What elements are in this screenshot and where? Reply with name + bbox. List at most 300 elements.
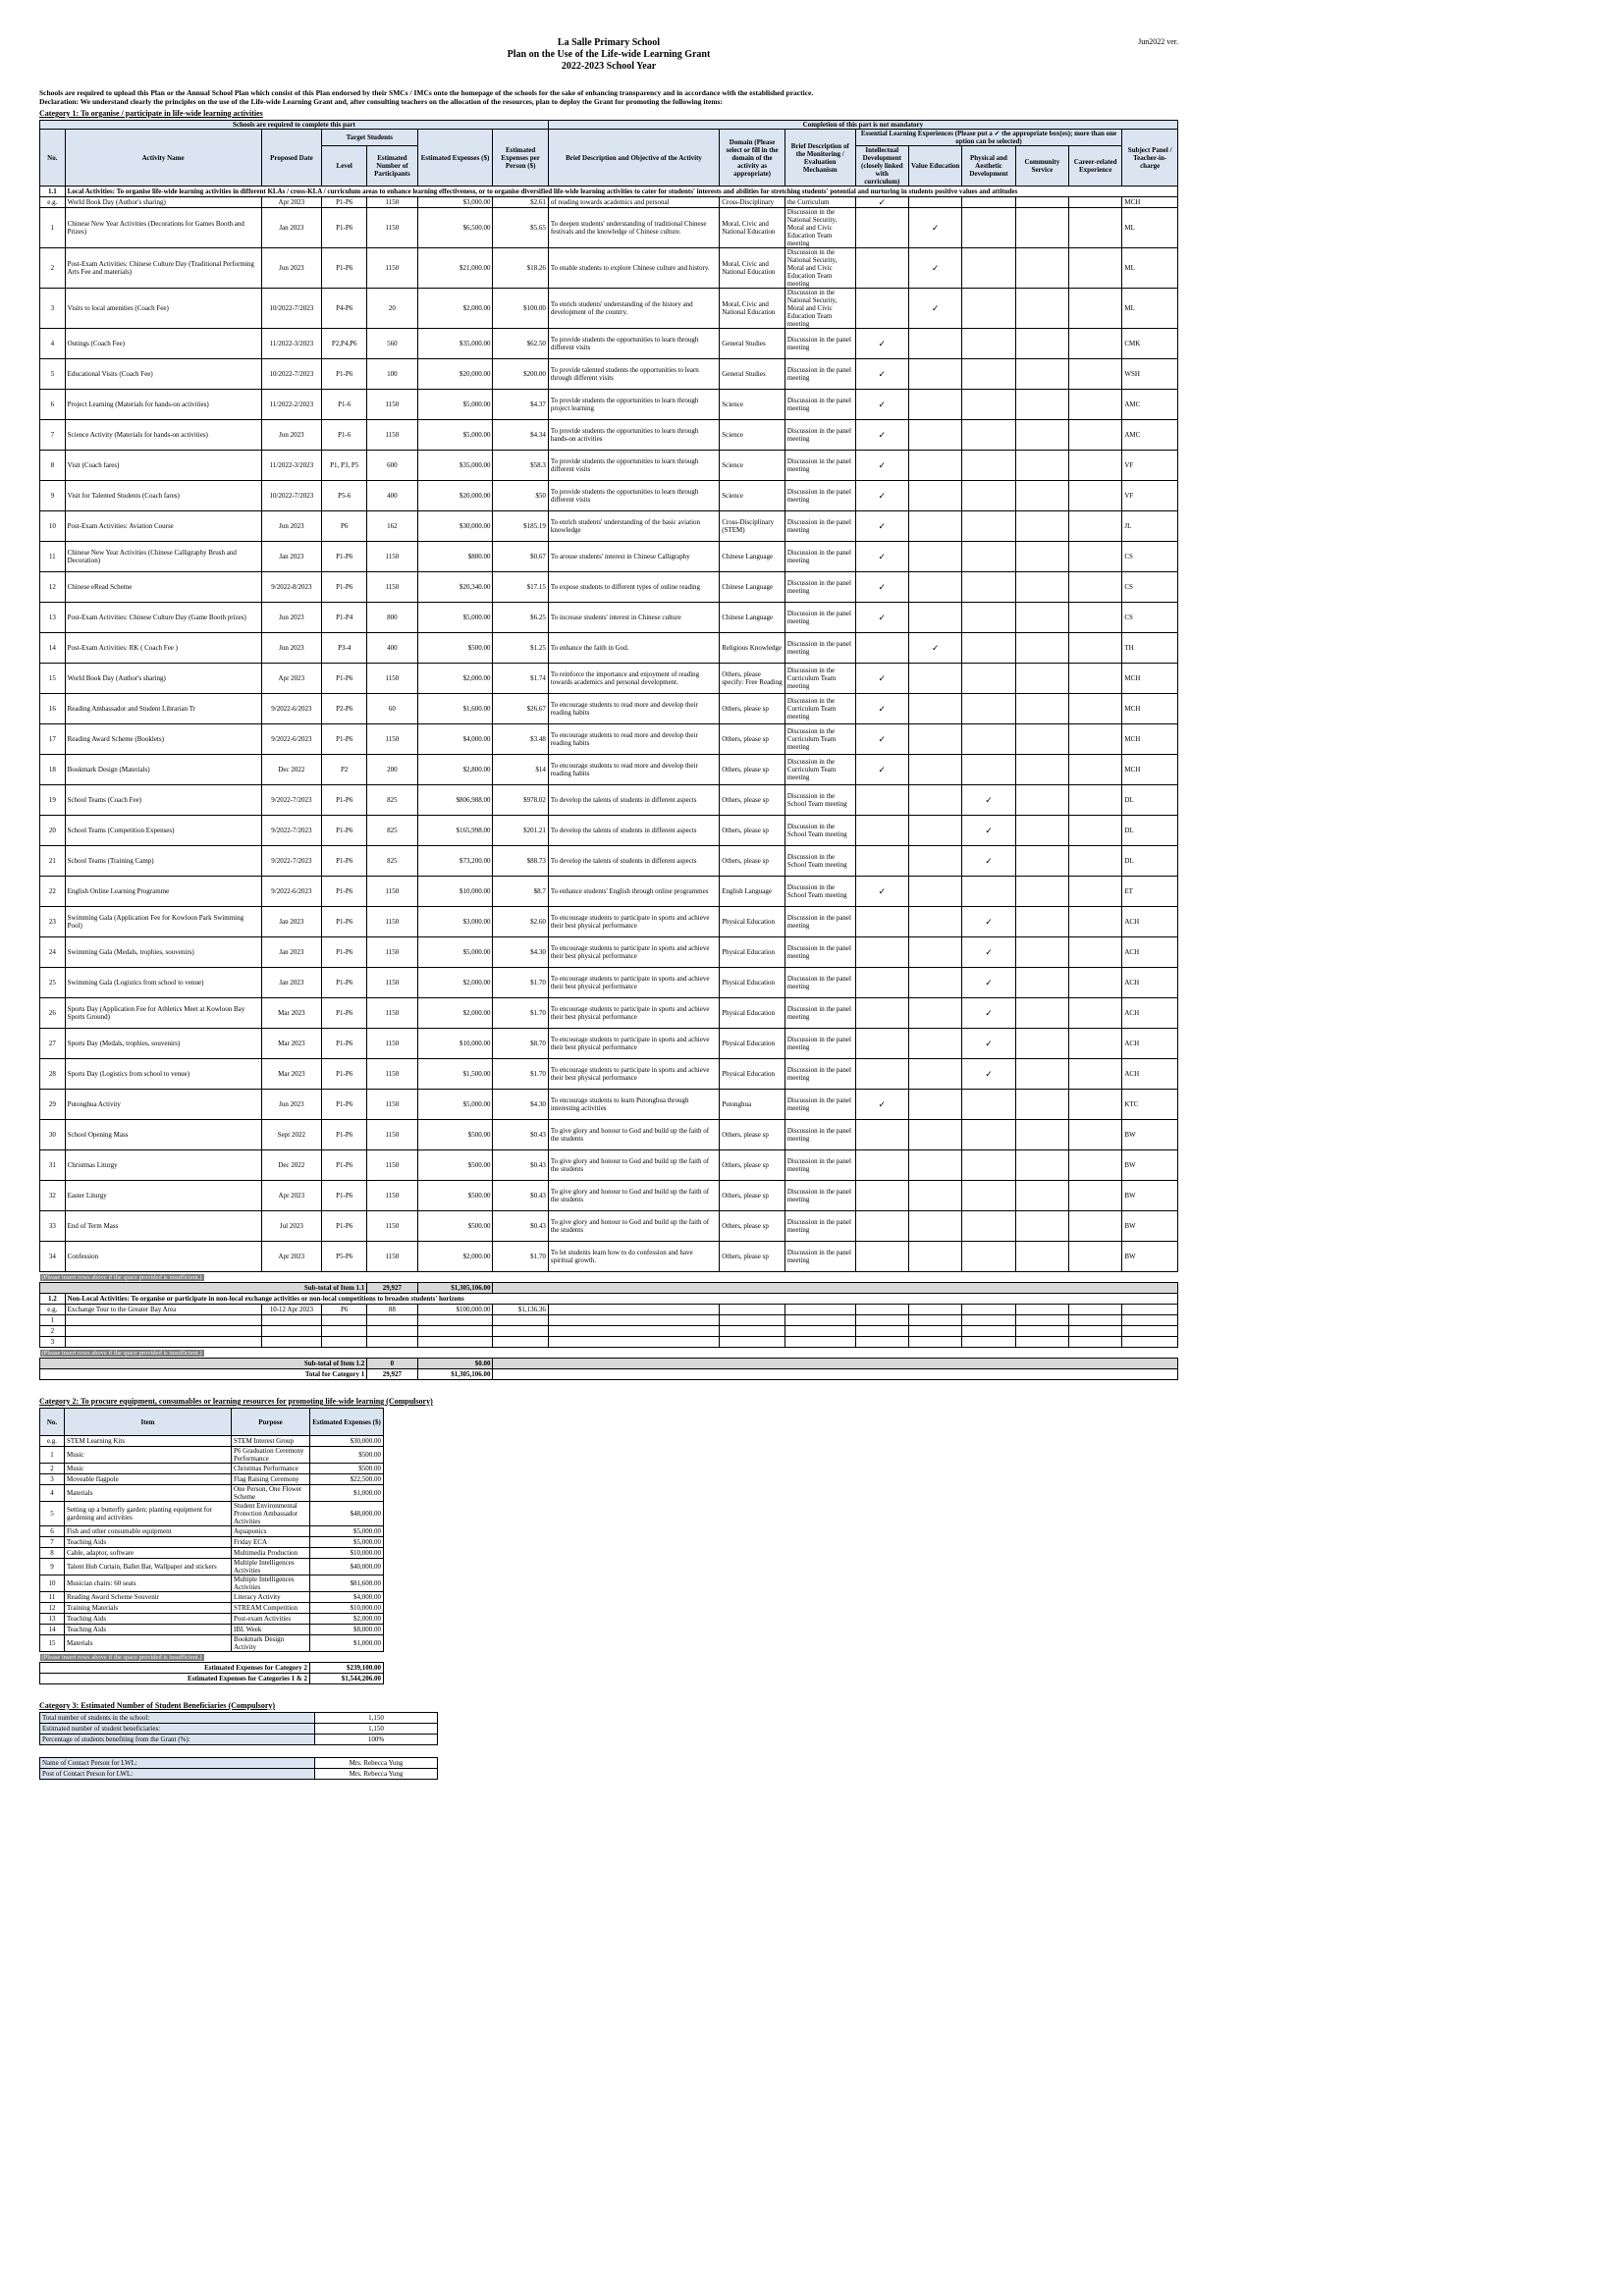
activity-name: School Teams (Competition Expenses) [65,816,261,846]
ele-check-cell [855,481,908,511]
subtotal-1-2-expenses: $0.00 [417,1359,493,1369]
eg12-num: 88 [367,1305,417,1315]
ele-check-cell [1069,755,1122,785]
document-page [39,37,1178,1780]
ele-check-cell [962,1029,1015,1059]
insert-rows-note: (Please insert rows above if the space provided is insufficient.) [41,1349,202,1357]
ele-check-cell [855,1150,908,1181]
total-cat-1-expenses: $1,305,106.00 [417,1369,493,1380]
expenses-per-person: $5.65 [493,208,548,248]
ele-check-cell [962,420,1015,451]
cat2-item: Teaching Aids [65,1537,232,1548]
ele-check-cell [1069,664,1122,694]
col-participants: Estimated Number of Participants [367,146,417,187]
ele-check-cell [1015,197,1068,208]
cat2-purpose: STEM Interest Group [232,1436,310,1447]
check-mark-icon: ✓ [878,552,887,561]
cat2-item: Talent Hub Curtain, Ballet Bar, Wallpaper and stickers [65,1559,232,1575]
participants: 162 [367,511,417,542]
table-row [40,248,1178,289]
table-row [40,1625,384,1635]
estimated-expenses: $2,000.00 [417,968,493,998]
ele-check-cell [962,998,1015,1029]
subject-panel: JL [1122,511,1178,542]
subject-panel: VF [1122,451,1178,481]
field-label: Total number of students in the school: [40,1713,315,1724]
subject-panel: VF [1122,481,1178,511]
ele-check-cell [1015,816,1068,846]
ele-check-cell [855,1242,908,1272]
activity-name: Visit for Talented Students (Coach fares) [65,481,261,511]
monitoring: Discussion in the panel meeting [784,907,855,937]
total-cat-1-participants: 29,927 [367,1369,417,1380]
cat2-no: 7 [40,1537,65,1548]
ele-check-cell [908,329,961,359]
expenses-per-person: $0.43 [493,1181,548,1211]
table-row [40,755,1178,785]
ele-check-cell [855,542,908,572]
subject-panel: ML [1122,248,1178,289]
category-3-title: Category 3: Estimated Number of Student Beneficiaries (Compulsory) [39,1701,276,1710]
row-no: 13 [40,603,66,633]
estimated-expenses: $2,000.00 [417,1242,493,1272]
domain: Others, please sp [720,816,785,846]
ele-check-cell [908,1181,961,1211]
ele-check-cell [855,694,908,724]
expenses-per-person: $4.30 [493,1090,548,1120]
table-row [40,1537,384,1548]
cat2-no: 9 [40,1559,65,1575]
ele-check-cell [1069,937,1122,968]
domain: Chinese Language [720,542,785,572]
description: To provide students the opportunities to learn through different visits [548,481,719,511]
table-row [40,390,1178,420]
ele-check-cell [1015,846,1068,877]
proposed-date: 10/2022-7/2023 [261,359,322,390]
domain: Putonghua [720,1090,785,1120]
cat2-item: Materials [65,1485,232,1502]
domain: Science [720,420,785,451]
field-label: Percentage of students benefiting from the Grant (%): [40,1735,315,1745]
cat2-col-expenses: Estimated Expenses ($) [310,1409,384,1436]
description: To give glory and honour to God and build up the faith of the students [548,1150,719,1181]
target-level: P1-P6 [322,1150,367,1181]
ele-check-cell [1015,572,1068,603]
ele-check-cell [1069,359,1122,390]
table-row [40,1211,1178,1242]
cat2-no: 14 [40,1625,65,1635]
cat2-expenses: $1,000.00 [310,1635,384,1652]
col-panel: Subject Panel / Teacher-in-charge [1122,130,1178,187]
subtotal-1-1-expenses: $1,305,106.00 [417,1283,493,1294]
blank-row-no: 1 [40,1315,66,1326]
monitoring: Discussion in the panel meeting [784,1211,855,1242]
cat2-expenses: $5,000.00 [310,1537,384,1548]
subject-panel: ACH [1122,998,1178,1029]
ele-check-cell [1069,816,1122,846]
participants: 1150 [367,420,417,451]
subject-panel: CMK [1122,329,1178,359]
monitoring: Discussion in the panel meeting [784,1090,855,1120]
row-no: 28 [40,1059,66,1090]
domain: Science [720,481,785,511]
ele-check-cell [855,633,908,664]
table-row [40,208,1178,248]
proposed-date: Jan 2023 [261,907,322,937]
subtotal-1-1-participants: 29,927 [367,1283,417,1294]
subject-panel: BW [1122,1120,1178,1150]
cat2-expenses: $5,000.00 [310,1526,384,1537]
estimated-expenses: $1,500.00 [417,1059,493,1090]
ele-check-cell [962,724,1015,755]
subject-panel: BW [1122,1181,1178,1211]
school-name: La Salle Primary School [557,37,661,48]
category-2-title: Category 2: To procure equipment, consumables or learning resources for promoting life-wide learning (Compulsory) [39,1397,433,1406]
estimated-expenses: $5,000.00 [417,390,493,420]
table-row [40,1447,384,1464]
proposed-date: Jun 2023 [261,1090,322,1120]
est-cat-1-2-label: Estimated Expenses for Categories 1 & 2 [40,1674,310,1684]
activity-name: Visit (Coach fares) [65,451,261,481]
subject-panel: CS [1122,603,1178,633]
ele-check-cell [1015,603,1068,633]
ele-check-cell [1069,1090,1122,1120]
table-row [40,1735,438,1745]
eg12-pp: $1,136.36 [493,1305,548,1315]
ele-check-cell [962,572,1015,603]
ele-check-cell [1069,1211,1122,1242]
cat2-purpose: Multiple Intelligences Activities [232,1575,310,1592]
optional-part-header: Completion of this part is not mandatory [548,121,1177,130]
check-mark-icon: ✓ [878,460,887,470]
ele-check-cell [908,755,961,785]
monitoring: the Curriculum [784,197,855,208]
participants: 1150 [367,968,417,998]
ele-check-cell [855,289,908,329]
monitoring: Discussion in the panel meeting [784,329,855,359]
cat2-purpose: Multiple Intelligences Activities [232,1559,310,1575]
activity-name: Confession [65,1242,261,1272]
row-no: 27 [40,1029,66,1059]
description: To develop the talents of students in different aspects [548,846,719,877]
col-target: Target Students [322,130,417,146]
ele-check-cell [908,846,961,877]
participants: 1150 [367,248,417,289]
ele-check-cell [1015,451,1068,481]
activity-name: English Online Learning Programme [65,877,261,907]
est-cat-2-label: Estimated Expenses for Category 2 [40,1663,310,1674]
activity-name: Bookmark Design (Materials) [65,755,261,785]
expenses-per-person: $18.26 [493,248,548,289]
ele-check-cell [1069,481,1122,511]
ele-check-cell [962,1059,1015,1090]
proposed-date: Jun 2023 [261,511,322,542]
ele-check-cell [908,511,961,542]
activity-name: Post-Exam Activities: Aviation Course [65,511,261,542]
participants: 1150 [367,937,417,968]
expenses-per-person: $4.37 [493,390,548,420]
check-mark-icon: ✓ [985,856,993,866]
participants: 800 [367,603,417,633]
target-level: P1-P6 [322,724,367,755]
monitoring: Discussion in the panel meeting [784,481,855,511]
estimated-expenses: $35,000.00 [417,329,493,359]
proposed-date: Jun 2023 [261,603,322,633]
domain: Chinese Language [720,603,785,633]
activity-name: Visits to local amenities (Coach Fee) [65,289,261,329]
monitoring: Discussion in the panel meeting [784,420,855,451]
table-row [40,603,1178,633]
domain: Cross-Disciplinary (STEM) [720,511,785,542]
domain: Physical Education [720,1029,785,1059]
check-mark-icon: ✓ [985,826,993,835]
ele-check-cell [908,816,961,846]
ele-check-cell [855,907,908,937]
ele-check-cell [962,329,1015,359]
participants: 1150 [367,208,417,248]
expenses-per-person: $26.67 [493,694,548,724]
ele-check-cell [1015,511,1068,542]
monitoring: Discussion in the panel meeting [784,998,855,1029]
row-no: 22 [40,877,66,907]
proposed-date: 11/2022-3/2023 [261,329,322,359]
ele-check-cell [1015,1150,1068,1181]
cat2-purpose: Student Environmental Protection Ambassador Activities [232,1502,310,1526]
ele-check-cell [1069,1029,1122,1059]
col-ele-intellectual: Intellectual Development (closely linked with curriculum) [855,146,908,187]
monitoring: Discussion in the Curriculum Team meeting [784,724,855,755]
ele-check-cell [908,603,961,633]
row-no: 25 [40,968,66,998]
participants: 1150 [367,724,417,755]
ele-check-cell [1015,248,1068,289]
subject-panel: MCH [1122,664,1178,694]
activity-name: Chinese New Year Activities (Decorations for Games Booth and Prizes) [65,208,261,248]
subject-panel: DL [1122,785,1178,816]
activity-name: Easter Liturgy [65,1181,261,1211]
subject-panel: MCH [1122,755,1178,785]
ele-check-cell [855,816,908,846]
ele-check-cell [855,248,908,289]
cat2-expenses: $40,000.00 [310,1559,384,1575]
monitoring: Discussion in the School Team meeting [784,846,855,877]
description: To let students learn how to do confession and have spiritual growth. [548,1242,719,1272]
table-row [40,998,1178,1029]
domain: Others, please specify: Free Reading [720,664,785,694]
ele-check-cell [1069,633,1122,664]
ele-check-cell [908,542,961,572]
ele-check-cell [855,329,908,359]
proposed-date: Jan 2023 [261,208,322,248]
participants: 825 [367,816,417,846]
ele-check-cell [908,968,961,998]
proposed-date: Apr 2023 [261,197,322,208]
participants: 1150 [367,542,417,572]
ele-check-cell [855,197,908,208]
activity-name: Putonghua Activity [65,1090,261,1120]
cat2-item: Training Materials [65,1603,232,1614]
monitoring: Discussion in the panel meeting [784,603,855,633]
expenses-per-person: $62.50 [493,329,548,359]
total-cat-1-label: Total for Category 1 [40,1369,367,1380]
proposed-date: 9/2022-6/2023 [261,724,322,755]
eg12-level: P6 [322,1305,367,1315]
ele-check-cell [908,451,961,481]
version-label: Jun2022 ver. [1138,37,1178,46]
table-row [40,1713,438,1724]
monitoring: Discussion in the School Team meeting [784,877,855,907]
cat2-purpose: Aquaponics [232,1526,310,1537]
row-no: 6 [40,390,66,420]
estimated-expenses: $35,000.00 [417,451,493,481]
ele-check-cell [1069,451,1122,481]
cat2-no: 6 [40,1526,65,1537]
check-mark-icon: ✓ [985,795,993,805]
row-no: e.g. [40,197,66,208]
ele-check-cell [908,664,961,694]
activity-name: Outings (Coach Fee) [65,329,261,359]
monitoring: Discussion in the panel meeting [784,451,855,481]
ele-check-cell [855,1181,908,1211]
table-row [40,1635,384,1652]
row-no: 9 [40,481,66,511]
table-row [40,359,1178,390]
ele-check-cell [1015,359,1068,390]
ele-check-cell [962,1242,1015,1272]
cat2-no: 10 [40,1575,65,1592]
target-level: P2 [322,755,367,785]
target-level: P1-P6 [322,572,367,603]
check-mark-icon: ✓ [878,521,887,531]
category-1-title: Category 1: To organise / participate in life-wide learning activities [39,109,263,118]
item-1-2-text: Non-Local Activities: To organise or participate in non-local exchange activities or non-local competitions to broaden students' horizons [65,1294,1177,1305]
cat2-item: Cable, adaptor, software [65,1548,232,1559]
ele-check-cell [1015,1181,1068,1211]
ele-check-cell [1015,633,1068,664]
ele-check-cell [1015,542,1068,572]
table-row [40,1150,1178,1181]
check-mark-icon: ✓ [985,1008,993,1018]
estimated-expenses: $20,000.00 [417,481,493,511]
ele-check-cell [855,420,908,451]
description: of reading towards academics and personal [548,197,719,208]
subtotal-1-2-label: Sub-total of Item 1.2 [40,1359,367,1369]
row-no: 34 [40,1242,66,1272]
proposed-date: Mar 2023 [261,1029,322,1059]
subject-panel: ACH [1122,907,1178,937]
ele-check-cell [1015,1029,1068,1059]
blank-row-no: 2 [40,1326,66,1337]
row-no: 7 [40,420,66,451]
col-ele-career: Career-related Experience [1069,146,1122,187]
cat2-purpose: Literacy Activity [232,1592,310,1603]
description: To reinforce the importance and enjoyment of reading towards academics and personal development. [548,664,719,694]
table-row [40,1758,438,1769]
proposed-date: 9/2022-7/2023 [261,785,322,816]
ele-check-cell [908,572,961,603]
target-level: P1-P6 [322,846,367,877]
description: To enrich students' understanding of the basic aviation knowledge [548,511,719,542]
cat2-no: 1 [40,1447,65,1464]
ele-check-cell [855,511,908,542]
table-row [40,1029,1178,1059]
description: To enable students to explore Chinese culture and history. [548,248,719,289]
field-label: Post of Contact Person for LWL: [40,1769,315,1780]
expenses-per-person: $8.7 [493,877,548,907]
cat2-item: Teaching Aids [65,1614,232,1625]
ele-check-cell [1015,694,1068,724]
field-value: 1,150 [315,1724,438,1735]
participants: 400 [367,633,417,664]
item-1-2-label: 1.2 [40,1294,66,1305]
target-level: P1-P6 [322,1059,367,1090]
target-level: P1-P6 [322,907,367,937]
domain: Physical Education [720,1059,785,1090]
subject-panel: ML [1122,208,1178,248]
check-mark-icon: ✓ [878,886,887,896]
domain: Physical Education [720,907,785,937]
table-row [40,1436,384,1447]
monitoring: Discussion in the panel meeting [784,1181,855,1211]
activity-name: Post-Exam Activities: RK ( Coach Fee ) [65,633,261,664]
ele-check-cell [855,755,908,785]
col-activity: Activity Name [65,130,261,187]
domain: General Studies [720,329,785,359]
domain: General Studies [720,359,785,390]
cat2-purpose: Flag Raising Ceremony [232,1474,310,1485]
cat2-no: e.g. [40,1436,65,1447]
target-level: P1-P6 [322,1211,367,1242]
cat2-purpose: Christmas Performance [232,1464,310,1474]
ele-check-cell [962,359,1015,390]
proposed-date: 9/2022-8/2023 [261,572,322,603]
ele-check-cell [962,907,1015,937]
eg12-date: 10-12 Apr 2023 [261,1305,322,1315]
description: To provide talented students the opportunities to learn through different visits [548,359,719,390]
estimated-expenses: $5,000.00 [417,603,493,633]
row-no: 1 [40,208,66,248]
cat2-no: 15 [40,1635,65,1652]
row-no: 8 [40,451,66,481]
proposed-date: 10/2022-7/2023 [261,481,322,511]
check-mark-icon: ✓ [931,303,940,313]
proposed-date: Jul 2023 [261,1211,322,1242]
domain: Others, please sp [720,1181,785,1211]
participants: 1150 [367,1059,417,1090]
table-row [40,968,1178,998]
ele-check-cell [1069,907,1122,937]
check-mark-icon: ✓ [931,263,940,273]
ele-check-cell [962,1150,1015,1181]
expenses-per-person: $100.00 [493,289,548,329]
description: To enhance students' English through online programmes [548,877,719,907]
ele-check-cell [908,1059,961,1090]
monitoring: Discussion in the Curriculum Team meeting [784,755,855,785]
cat2-no: 2 [40,1464,65,1474]
ele-check-cell [962,846,1015,877]
item-1-1-label: 1.1 [40,187,66,197]
ele-check-cell [855,359,908,390]
proposed-date: 9/2022-6/2023 [261,877,322,907]
row-no: 12 [40,572,66,603]
ele-check-cell [1069,1120,1122,1150]
description: To give glory and honour to God and build up the faith of the students [548,1120,719,1150]
estimated-expenses: $500.00 [417,1211,493,1242]
expenses-per-person: $88.73 [493,846,548,877]
ele-check-cell [855,724,908,755]
ele-check-cell [855,1211,908,1242]
expenses-per-person: $0.43 [493,1211,548,1242]
